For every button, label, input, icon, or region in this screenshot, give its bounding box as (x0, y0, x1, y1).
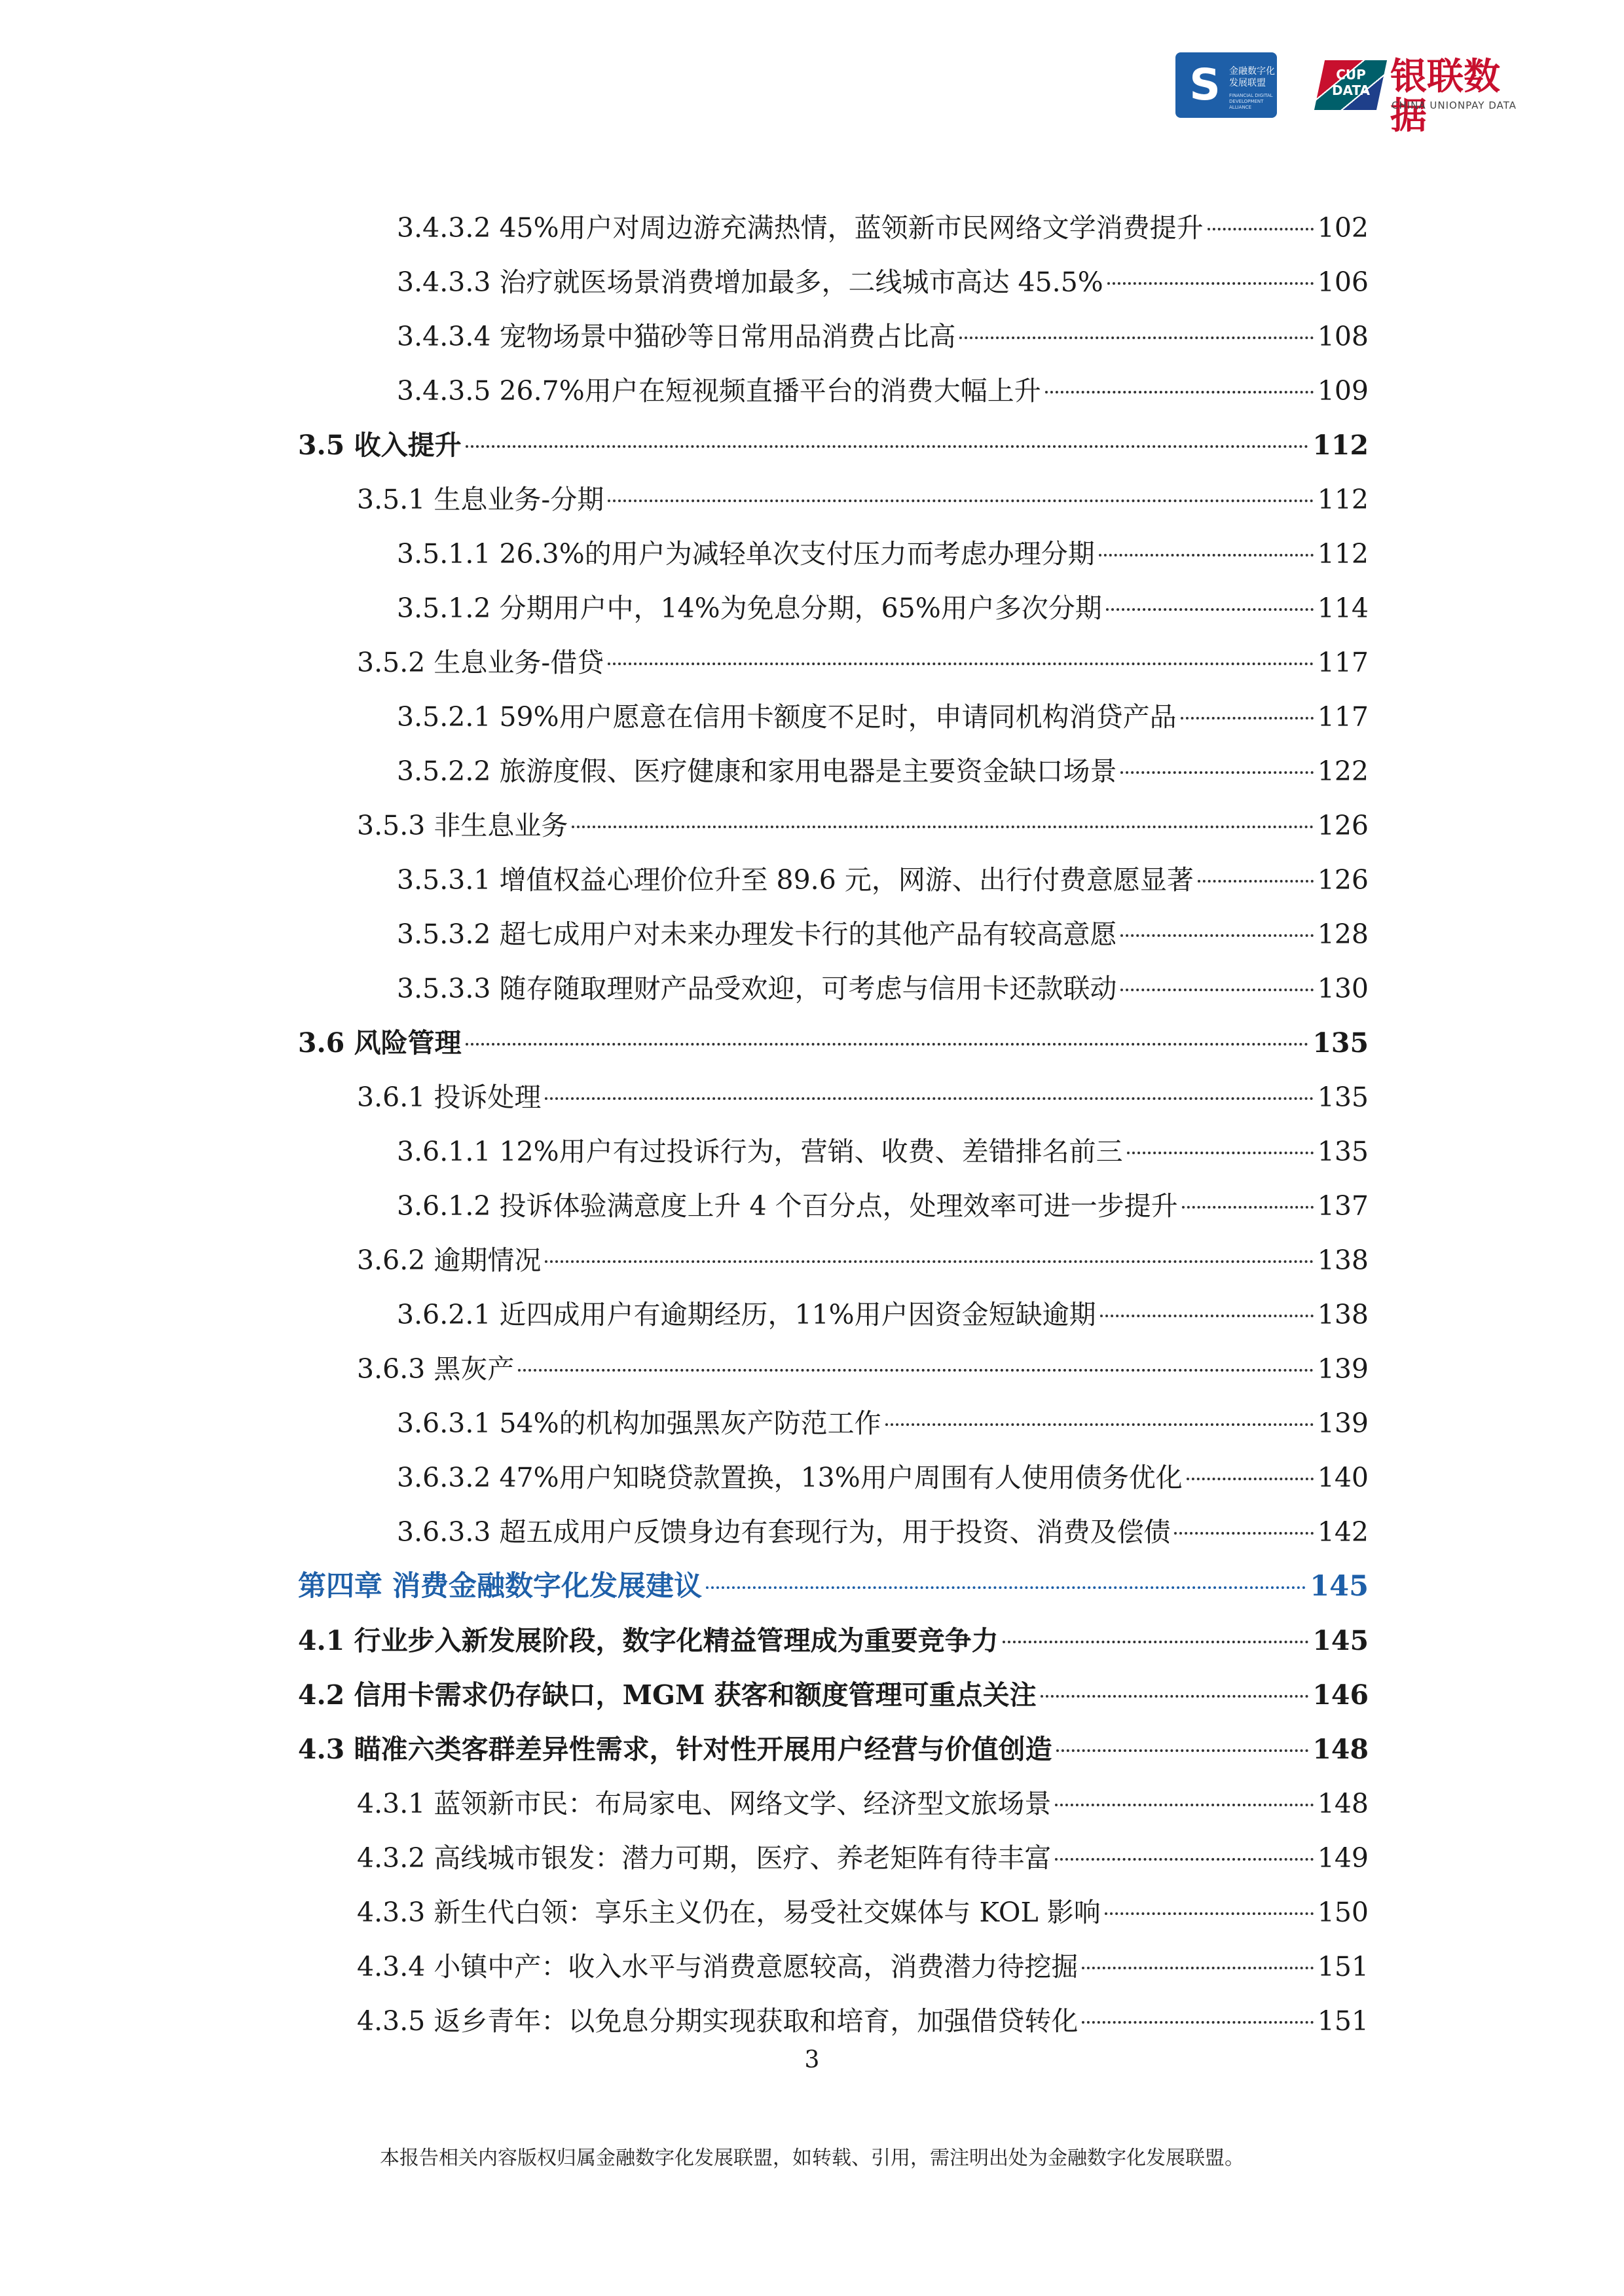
toc-entry-title: 3.5.1.1 26.3%的用户为减轻单次支付压力而考虑办理分期 (397, 538, 1095, 570)
toc-leader-dots (545, 1260, 1313, 1263)
toc-entry-title: 3.4.3.2 45%用户对周边游充满热情，蓝领新市民网络文学消费提升 (397, 212, 1204, 244)
toc-entry-page: 142 (1317, 1516, 1369, 1548)
toc-entry[interactable] (298, 426, 1369, 465)
toc-entry-page: 128 (1317, 919, 1369, 950)
toc-entry-title: 3.5 收入提升 (298, 429, 462, 461)
toc-entry[interactable] (397, 752, 1369, 791)
toc-entry-title: 4.3.1 蓝领新市民：布局家电、网络文学、经济型文旅场景 (357, 1788, 1052, 1819)
toc-entry-page: 139 (1317, 1353, 1369, 1385)
toc-entry[interactable] (397, 317, 1369, 356)
toc-leader-dots (1082, 2021, 1313, 2024)
toc-entry-title: 3.5.2.1 59%用户愿意在信用卡额度不足时，申请同机构消贷产品 (397, 701, 1177, 733)
toc-entry[interactable] (298, 1621, 1369, 1660)
cup-data-mark-text: CUP DATA (1331, 67, 1371, 98)
toc-leader-dots (572, 826, 1313, 828)
toc-leader-dots (1182, 1206, 1314, 1209)
toc-leader-dots (1045, 391, 1314, 393)
toc-entry-page: 112 (1317, 484, 1369, 515)
toc-entry-title: 3.5.1.2 分期用户中，14%为免息分期，65%用户多次分期 (397, 592, 1102, 624)
toc-entry[interactable] (298, 1675, 1369, 1715)
toc-entry[interactable] (357, 480, 1369, 519)
toc-entry-page: 117 (1317, 647, 1369, 678)
toc-leader-dots (608, 500, 1314, 502)
toc-entry-title: 3.6.1 投诉处理 (357, 1082, 542, 1113)
toc-leader-dots (1120, 934, 1313, 937)
copyright-footer: 本报告相关内容版权归属金融数字化发展联盟，如转载、引用，需注明出处为金融数字化发展联盟。 (380, 2147, 1244, 2170)
toc-leader-dots (885, 1423, 1314, 1426)
toc-entry-title: 4.3.4 小镇中产：收入水平与消费意愿较高，消费潜力待挖掘 (357, 1951, 1079, 1982)
toc-entry-page: 112 (1312, 429, 1369, 461)
toc-entry[interactable] (357, 1078, 1369, 1117)
toc-entry-title: 3.5.1 生息业务-分期 (357, 484, 604, 515)
toc-entry-page: 114 (1317, 592, 1369, 624)
toc-entry-page: 122 (1317, 756, 1369, 787)
toc-entry-page: 151 (1317, 2005, 1369, 2037)
toc-leader-dots (1082, 1967, 1313, 1969)
toc-entry-page: 146 (1312, 1679, 1369, 1711)
toc-entry-title: 3.6.1.1 12%用户有过投诉行为，营销、收费、差错排名前三 (397, 1136, 1123, 1167)
alliance-logo-english: FINANCIAL DIGITAL DEVELOPMENT ALLIANCE (1229, 93, 1273, 110)
toc-entry-page: 139 (1317, 1408, 1369, 1439)
toc-entry-page: 149 (1317, 1842, 1369, 1874)
toc-entry-title: 3.5.3 非生息业务 (357, 810, 568, 841)
toc-entry-page: 138 (1317, 1299, 1369, 1330)
toc-entry[interactable] (357, 1784, 1369, 1823)
toc-entry-title: 4.2 信用卡需求仍存缺口，MGM 获客和额度管理可重点关注 (298, 1679, 1037, 1711)
toc-entry-title: 3.5.3.3 随存随取理财产品受欢迎，可考虑与信用卡还款联动 (397, 973, 1117, 1004)
toc-leader-dots (1198, 880, 1314, 883)
toc-leader-dots (1181, 717, 1314, 720)
toc-entry-title: 4.3.3 新生代白领：享乐主义仍在，易受社交媒体与 KOL 影响 (357, 1897, 1101, 1928)
toc-leader-dots (1120, 771, 1313, 774)
toc-entry-page: 137 (1317, 1190, 1369, 1222)
toc-entry[interactable] (397, 1458, 1369, 1497)
toc-entry-title: 3.6.3.1 54%的机构加强黑灰产防范工作 (397, 1408, 881, 1439)
toc-entry[interactable] (397, 1404, 1369, 1443)
toc-leader-dots (466, 1043, 1309, 1046)
toc-leader-dots (706, 1586, 1306, 1589)
toc-entry-title: 4.3 瞄准六类客群差异性需求，针对性开展用户经营与价值创造 (298, 1734, 1052, 1765)
toc-leader-dots (1003, 1641, 1309, 1643)
toc-entry[interactable] (357, 2001, 1369, 2041)
toc-entry-title: 3.5.2 生息业务-借贷 (357, 647, 604, 678)
toc-entry-page: 112 (1317, 538, 1369, 570)
toc-entry-page: 117 (1317, 701, 1369, 733)
toc-entry-title: 3.4.3.3 治疗就医场景消费增加最多，二线城市高达 45.5% (397, 266, 1103, 298)
toc-entry[interactable] (298, 1730, 1369, 1769)
toc-entry-page: 140 (1317, 1462, 1369, 1493)
toc-leader-dots (1107, 282, 1314, 285)
toc-entry-page: 148 (1317, 1788, 1369, 1819)
toc-entry-page: 130 (1317, 973, 1369, 1004)
alliance-logo-glyph: S (1189, 60, 1221, 110)
toc-entry[interactable] (397, 208, 1369, 247)
unionpay-data-english: CHINA UNIONPAY DATA (1392, 100, 1517, 111)
toc-entry[interactable] (357, 1893, 1369, 1932)
toc-leader-dots (1099, 554, 1314, 556)
toc-chapter-entry[interactable] (298, 1567, 1369, 1606)
toc-entry-title: 3.4.3.4 宠物场景中猫砂等日常用品消费占比高 (397, 321, 956, 352)
toc-entry[interactable] (397, 1186, 1369, 1226)
toc-entry-title: 3.5.3.1 增值权益心理价位升至 89.6 元，网游、出行付费意愿显著 (397, 864, 1194, 896)
toc-leader-dots (1106, 608, 1314, 611)
toc-entry-title: 4.3.2 高线城市银发：潜力可期，医疗、养老矩阵有待丰富 (357, 1842, 1052, 1874)
toc-entry[interactable] (397, 1295, 1369, 1334)
toc-entry[interactable] (397, 969, 1369, 1008)
toc-entry-page: 150 (1317, 1897, 1369, 1928)
page-number: 3 (804, 2047, 820, 2073)
toc-leader-dots (1187, 1478, 1314, 1480)
alliance-logo-name: 金融数字化发展联盟 (1229, 66, 1275, 88)
toc-entry-title: 3.5.2.2 旅游度假、医疗健康和家用电器是主要资金缺口场景 (397, 756, 1117, 787)
toc-leader-dots (959, 337, 1313, 339)
toc-entry[interactable] (397, 534, 1369, 574)
unionpay-data-brand: 银联数据 (1390, 56, 1500, 137)
toc-entry[interactable] (397, 589, 1369, 628)
toc-entry[interactable] (397, 860, 1369, 900)
toc-leader-dots (518, 1369, 1313, 1372)
toc-entry-page: 135 (1317, 1136, 1369, 1167)
toc-entry-title: 3.6 风险管理 (298, 1027, 462, 1059)
toc-entry-title: 3.5.3.2 超七成用户对未来办理发卡行的其他产品有较高意愿 (397, 919, 1117, 950)
toc-entry-page: 135 (1317, 1082, 1369, 1113)
toc-entry-title: 第四章 消费金融数字化发展建议 (298, 1570, 702, 1603)
toc-leader-dots (1120, 989, 1313, 991)
toc-leader-dots (1208, 228, 1314, 230)
toc-entry[interactable] (357, 1241, 1369, 1280)
toc-leader-dots (466, 445, 1309, 448)
toc-entry-page: 102 (1317, 212, 1369, 244)
toc-entry[interactable] (397, 697, 1369, 737)
toc-entry[interactable] (357, 806, 1369, 845)
toc-entry-page: 126 (1317, 864, 1369, 896)
toc-entry-title: 3.6.3.2 47%用户知晓贷款置换，13%用户周围有人使用债务优化 (397, 1462, 1183, 1493)
toc-entry-title: 4.1 行业步入新发展阶段，数字化精益管理成为重要竞争力 (298, 1625, 999, 1656)
toc-entry[interactable] (357, 643, 1369, 682)
toc-entry-title: 3.6.2 逾期情况 (357, 1245, 542, 1276)
toc-leader-dots (1127, 1152, 1314, 1154)
toc-leader-dots (545, 1097, 1313, 1100)
toc-entry[interactable] (357, 1349, 1369, 1389)
toc-leader-dots (1041, 1695, 1309, 1698)
toc-entry-page: 109 (1317, 375, 1369, 407)
toc-leader-dots (608, 663, 1314, 665)
toc-entry-title: 3.6.2.1 近四成用户有逾期经历，11%用户因资金短缺逾期 (397, 1299, 1096, 1330)
alliance-logo (1175, 52, 1277, 118)
toc-leader-dots (1174, 1532, 1313, 1535)
toc-entry-page: 148 (1312, 1734, 1369, 1765)
toc-leader-dots (1055, 1804, 1313, 1806)
toc-entry-page: 138 (1317, 1245, 1369, 1276)
toc-entry-page: 145 (1312, 1625, 1369, 1656)
toc-entry-title: 3.6.1.2 投诉体验满意度上升 4 个百分点，处理效率可进一步提升 (397, 1190, 1178, 1222)
toc-leader-dots (1100, 1315, 1314, 1317)
toc-entry-page: 145 (1310, 1570, 1369, 1603)
toc-entry-page: 108 (1317, 321, 1369, 352)
unionpay-data-logo (1320, 52, 1529, 137)
toc-entry-page: 135 (1312, 1027, 1369, 1059)
toc-entry[interactable] (397, 263, 1369, 302)
toc-entry[interactable] (357, 1838, 1369, 1878)
toc-entry-title: 3.6.3 黑灰产 (357, 1353, 515, 1385)
toc-entry[interactable] (298, 1023, 1369, 1063)
toc-entry[interactable] (397, 1512, 1369, 1552)
toc-entry[interactable] (397, 371, 1369, 410)
page-header (0, 47, 1624, 137)
toc-entry-title: 4.3.5 返乡青年：以免息分期实现获取和培育，加强借贷转化 (357, 2005, 1079, 2037)
toc-entry-page: 126 (1317, 810, 1369, 841)
toc-entry-page: 151 (1317, 1951, 1369, 1982)
toc-entry[interactable] (397, 915, 1369, 954)
toc-entry[interactable] (397, 1132, 1369, 1171)
toc-leader-dots (1055, 1858, 1313, 1861)
toc-leader-dots (1105, 1912, 1314, 1915)
toc-entry-title: 3.6.3.3 超五成用户反馈身边有套现行为，用于投资、消费及偿债 (397, 1516, 1171, 1548)
toc-entry-title: 3.4.3.5 26.7%用户在短视频直播平台的消费大幅上升 (397, 375, 1041, 407)
toc-entry[interactable] (357, 1947, 1369, 1986)
toc-leader-dots (1056, 1749, 1309, 1752)
toc-entry-page: 106 (1317, 266, 1369, 298)
